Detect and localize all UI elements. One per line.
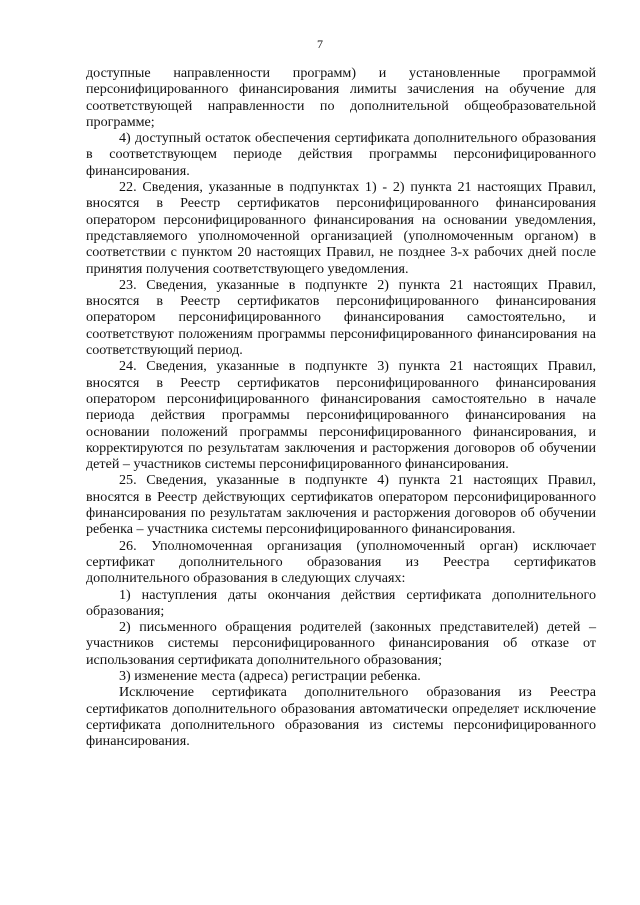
paragraph-continuation: доступные направленности программ) и установленные программой персонифицированного финансирования лимиты зачисления на обучение для соответствующей направленности по дополнительной общеобразовательной программе;	[86, 65, 596, 130]
paragraph-22: 22. Сведения, указанные в подпунктах 1) - 2) пункта 21 настоящих Правил, вносятся в Реестр сертификатов персонифицированного финансирования оператором персонифицированного финансирования на основании уведомления, представляемого уполномоченной организацией (уполномоченным органом) в соответствии с пунктом 20 настоящих Правил, не позднее 3-х рабочих дней после принятия получения соответствующего уведомления.	[86, 179, 596, 277]
paragraph-25: 25. Сведения, указанные в подпункте 4) пункта 21 настоящих Правил, вносятся в Реестр действующих сертификатов оператором персонифицированного финансирования по результатам заключения и расторжения договоров об обучении ребенка – участника системы персонифицированного финансирования.	[86, 472, 596, 538]
paragraph-exclusion: Исключение сертификата дополнительного образования из Реестра сертификатов дополнительного образования автоматически определяет исключение сертификата дополнительного образования из системы персонифицированного финансирования.	[86, 684, 596, 750]
document-body	[86, 65, 596, 749]
paragraph-item-4: 4) доступный остаток обеспечения сертификата дополнительного образования в соответствующем периоде действия программы персонифицированного финансирования.	[86, 130, 596, 179]
paragraph-26: 26. Уполномоченная организация (уполномоченный орган) исключает сертификат дополнительного образования из Реестра сертификатов дополнительного образования в следующих случаях:	[86, 537, 596, 587]
paragraph-26-item-1: 1) наступления даты окончания действия сертификата дополнительного образования;	[86, 586, 596, 619]
page-number: 7	[317, 37, 323, 51]
paragraph-26-item-3: 3) изменение места (адреса) регистрации ребенка.	[119, 667, 421, 684]
paragraph-23: 23. Сведения, указанные в подпункте 2) пункта 21 настоящих Правил, вносятся в Реестр сертификатов персонифицированного финансирования оператором персонифицированного финансирования самостоятельно, и соответствуют положениям программы персонифицированного финансирования на соответствующий период.	[86, 276, 596, 359]
paragraph-26-item-2: 2) письменного обращения родителей (законных представителей) детей – участников системы персонифицированного финансирования об отказе от использования сертификата дополнительного образования;	[86, 619, 596, 668]
paragraph-24: 24. Сведения, указанные в подпункте 3) пункта 21 настоящих Правил, вносятся в Реестр сертификатов персонифицированного финансирования оператором персонифицированного финансирования самостоятельно в начале периода действия программы персонифицированного финансирования на основании положений программы персонифицированного финансирования, и корректируются по результатам заключения и расторжения договоров об обучении детей – участников системы персонифицированного финансирования.	[86, 358, 596, 473]
